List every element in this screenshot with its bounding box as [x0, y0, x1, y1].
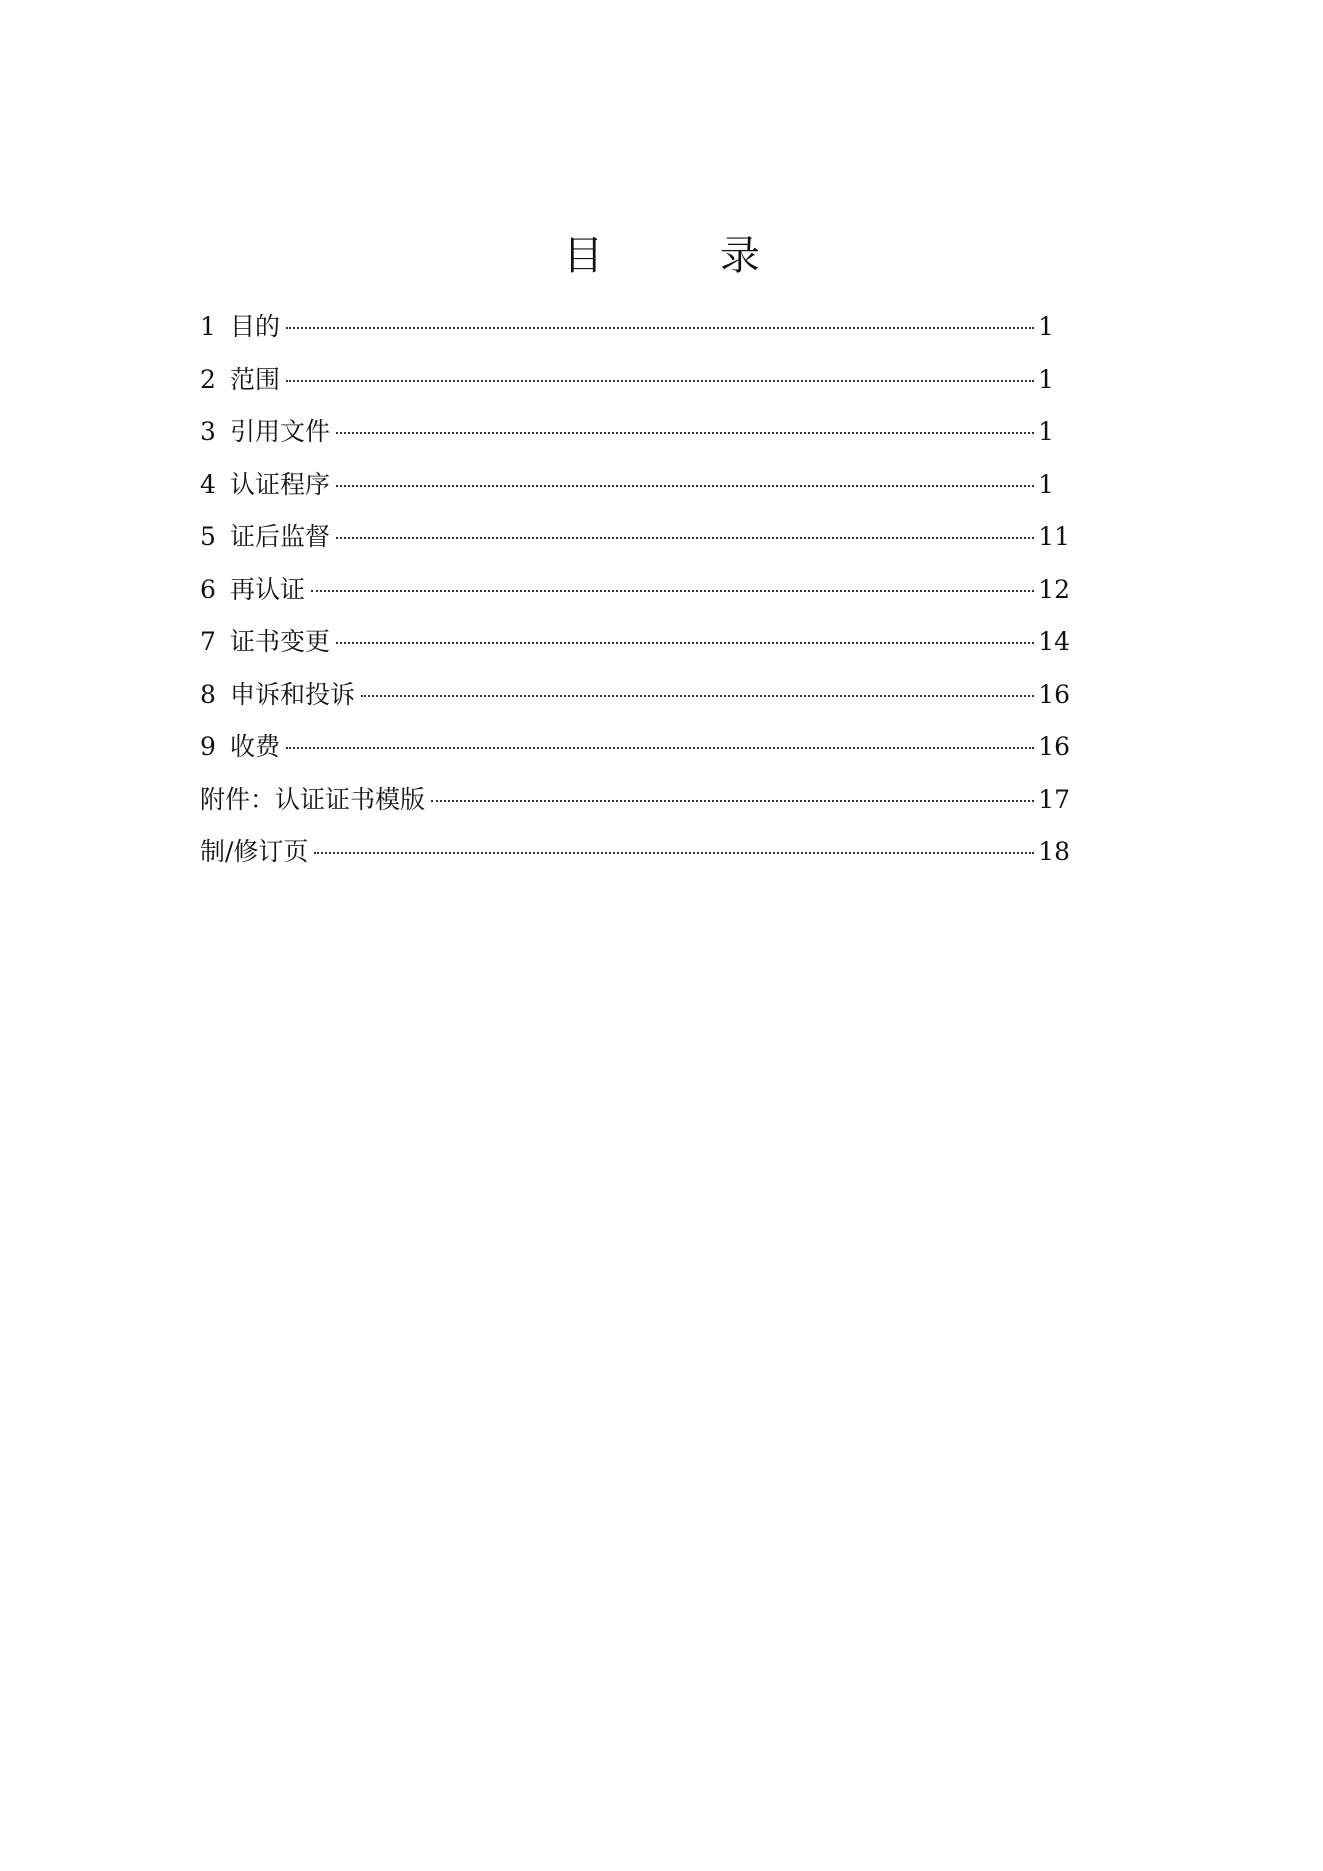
toc-entry-appendix[interactable] [200, 780, 1070, 833]
toc-entry-text: 收费 [230, 732, 281, 761]
toc-entry-page: 18 [1038, 837, 1070, 866]
toc-entry-label [200, 412, 330, 452]
toc-entry-label [200, 465, 330, 505]
toc-entry[interactable] [200, 360, 1070, 413]
toc-entry-text: 引用文件 [230, 417, 331, 446]
toc-entry-number: 4 [200, 469, 216, 499]
toc-leader-dots [336, 432, 1034, 434]
toc-entry[interactable] [200, 622, 1070, 675]
toc-entry[interactable] [200, 570, 1070, 623]
toc-entry-label [200, 360, 280, 400]
toc-entry-page: 1 [1038, 364, 1054, 394]
toc-entry[interactable] [200, 727, 1070, 780]
toc-entry[interactable] [200, 412, 1070, 465]
toc-entry-label [200, 622, 330, 662]
toc-entry-number: 9 [200, 732, 216, 761]
toc-entry-number: 3 [200, 417, 216, 446]
toc-leader-dots [361, 695, 1034, 697]
toc-entry-label [200, 675, 355, 715]
toc-entry-page: 16 [1038, 679, 1070, 709]
toc-leader-dots [431, 800, 1034, 802]
toc-entry-label [200, 780, 425, 820]
toc-entry-label [200, 517, 330, 557]
toc-leader-dots [286, 380, 1034, 382]
toc-entry-number: 8 [200, 679, 216, 709]
toc-title: 目 录 [563, 233, 812, 279]
toc-leader-dots [336, 642, 1034, 644]
toc-entry-number: 7 [200, 627, 216, 656]
toc-entry-page: 1 [1038, 417, 1054, 446]
toc-entry-number: 6 [200, 574, 216, 604]
toc-entry-page: 14 [1038, 627, 1070, 656]
toc-entry[interactable] [200, 675, 1070, 728]
toc-entry-text: 证后监督 [230, 522, 331, 551]
toc-entry-page: 1 [1038, 312, 1054, 341]
toc-entry-number: 5 [200, 522, 216, 551]
toc-leader-dots [286, 327, 1034, 329]
toc-entry-text: 制/修订页 [200, 837, 309, 866]
toc-entry[interactable] [200, 465, 1070, 518]
toc-leader-dots [314, 852, 1034, 854]
toc-entry-label [200, 307, 280, 347]
toc-entry-text: 申诉和投诉 [230, 679, 356, 709]
toc-entry-number: 1 [200, 312, 216, 341]
toc-leader-dots [336, 485, 1034, 487]
toc-entry-text: 范围 [230, 364, 281, 394]
toc-leader-dots [286, 747, 1034, 749]
toc-entry-revision-page[interactable] [200, 832, 1070, 885]
toc-entry[interactable] [200, 517, 1070, 570]
toc-entry-number: 2 [200, 364, 216, 394]
toc-entry[interactable] [200, 307, 1070, 360]
toc-entry-page: 17 [1038, 784, 1070, 814]
toc-entry-label [200, 727, 280, 767]
toc-entry-label [200, 570, 305, 610]
toc-entry-page: 16 [1038, 732, 1070, 761]
toc-entry-text: 目的 [230, 312, 281, 341]
toc-entry-page: 12 [1038, 574, 1070, 604]
toc-leader-dots [311, 590, 1034, 592]
toc-entry-text: 认证程序 [230, 469, 331, 499]
toc-entry-label [200, 832, 308, 872]
toc-entry-text: 附件：认证证书模版 [200, 784, 426, 814]
toc-entry-text: 证书变更 [230, 627, 331, 656]
toc-leader-dots [336, 537, 1034, 539]
toc-entry-page: 1 [1038, 469, 1054, 499]
toc-entry-page: 11 [1038, 522, 1070, 551]
table-of-contents [200, 307, 1070, 885]
toc-entry-text: 再认证 [230, 574, 306, 604]
